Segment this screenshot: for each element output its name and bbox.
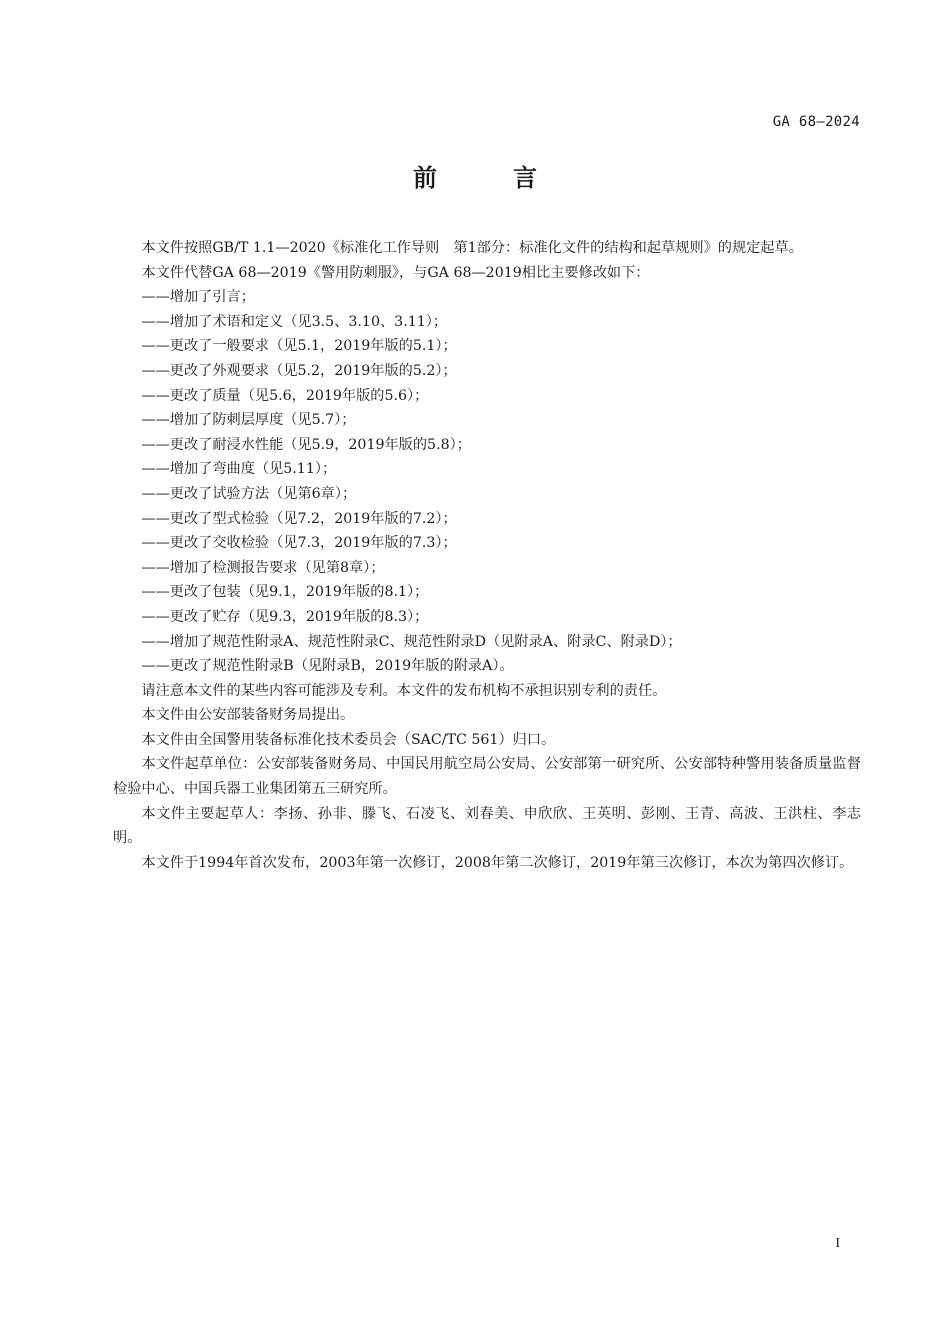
paragraph-revision-history: 本文件于1994年首次发布，2003年第一次修订，2008年第二次修订，2019年第三次修订，本次为第四次修订。 — [141, 854, 854, 871]
change-item: ——更改了试验方法（见第6章）； — [141, 485, 357, 502]
change-item: ——更改了规范性附录B（见附录B，2019年版的附录A）。 — [141, 658, 514, 675]
change-item: ——增加了防刺层厚度（见5.7）； — [141, 412, 356, 429]
change-item: ——增加了术语和定义（见3.5、3.10、3.11）； — [141, 313, 448, 330]
change-item: ——更改了外观要求（见5.2，2019年版的5.2）； — [141, 362, 457, 379]
paragraph-drafting-units: 本文件起草单位：公安部装备财务局、中国民用航空局公安局、公安部第一研究所、公安部特种警用装备质量监督检验中心、中国兵器工业集团第五三研究所。 — [113, 756, 861, 798]
change-item: ——更改了一般要求（见5.1，2019年版的5.1）； — [141, 338, 457, 355]
change-item: ——更改了耐浸水性能（见5.9，2019年版的5.8）； — [141, 436, 471, 453]
document-code: GA 68—2024 — [772, 114, 860, 130]
paragraph-technical-committee: 本文件由全国警用装备标准化技术委员会（SAC/TC 561）归口。 — [141, 731, 556, 748]
change-item: ——更改了型式检验（见7.2，2019年版的7.2）； — [141, 510, 457, 527]
change-item: ——更改了交收检验（见7.3，2019年版的7.3）； — [141, 535, 457, 552]
change-item: ——增加了规范性附录A、规范性附录C、规范性附录D（见附录A、附录C、附录D）； — [141, 633, 682, 650]
foreword-body — [113, 236, 861, 875]
change-item: ——增加了检测报告要求（见第8章）； — [141, 559, 385, 576]
change-item: ——更改了贮存（见9.3，2019年版的8.3）； — [141, 608, 429, 625]
paragraph-supersedes: 本文件代替GA 68—2019《警用防刺服》，与GA 68—2019相比主要修改如下： — [141, 264, 650, 281]
paragraph-drafters: 本文件主要起草人：李扬、孙非、滕飞、石凌飞、刘春美、申欣欣、王英明、彭刚、王青、高波、王洪柱、李志明。 — [113, 805, 861, 847]
change-item: ——更改了包装（见9.1，2019年版的8.1）； — [141, 584, 429, 601]
change-item: ——更改了质量（见5.6，2019年版的5.6）； — [141, 387, 429, 404]
page-title: 前 言 — [413, 164, 563, 192]
change-item: ——增加了引言； — [141, 289, 255, 306]
paragraph-patent-notice: 请注意本文件的某些内容可能涉及专利。本文件的发布机构不承担识别专利的责任。 — [141, 682, 667, 699]
page-number: I — [835, 1236, 840, 1251]
paragraph-drafting-rules: 本文件按照GB/T 1.1—2020《标准化工作导则 第1部分：标准化文件的结构和起草规则》的规定起草。 — [141, 240, 803, 256]
change-item: ——增加了弯曲度（见5.11）； — [141, 461, 337, 478]
paragraph-proposed-by: 本文件由公安部装备财务局提出。 — [141, 707, 355, 724]
